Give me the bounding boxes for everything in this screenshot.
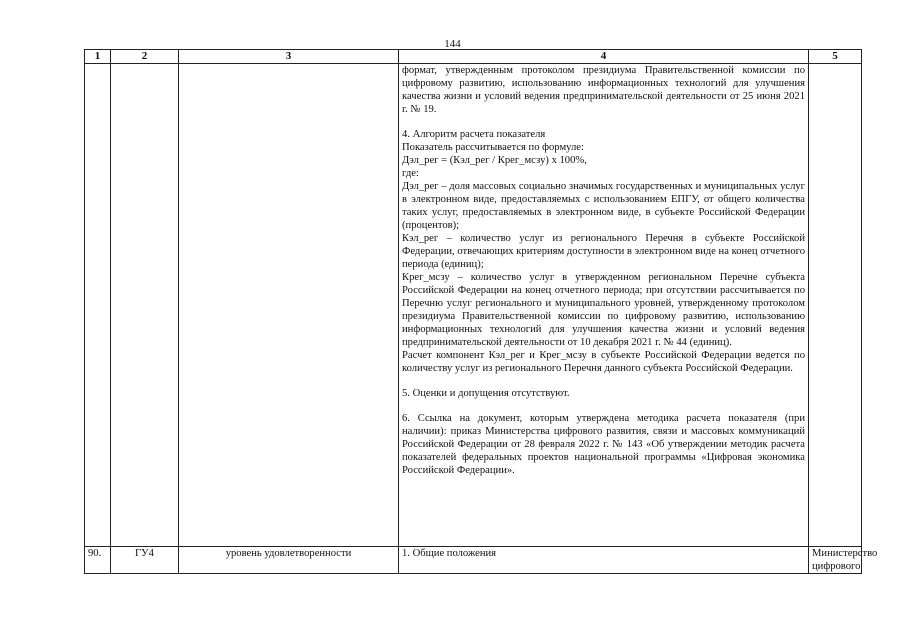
- cell-responsible-empty: [809, 64, 862, 547]
- heading-assumptions: 5. Оценки и допущения отсутствуют.: [402, 388, 570, 399]
- column-header-4: 4: [399, 50, 809, 64]
- cell-number: 90.: [85, 547, 111, 574]
- column-header-5: 5: [809, 50, 862, 64]
- cell-methodology: [399, 64, 809, 547]
- cell-code-empty: [111, 64, 179, 547]
- paragraph-formula-intro: Показатель рассчитывается по формуле:: [402, 142, 584, 153]
- paragraph-calculation: Расчет компонент Кэл_рег и Крег_мсзу в субъекте Российской Федерации ведется по количеству услуг из регионального Перечня данного субъекта Российской Федерации.: [402, 350, 805, 374]
- table-row-90: [85, 547, 862, 574]
- indicator-table: [84, 49, 878, 574]
- cell-responsible: Министерство цифрового: [809, 547, 862, 574]
- paragraph-formula: Дэл_рег = (Кэл_рег / Крег_мсзу) х 100%,: [402, 155, 587, 166]
- paragraph-where: где:: [402, 168, 419, 179]
- paragraph-document-reference: 6. Ссылка на документ, которым утверждена методика расчета показателя (при наличии): приказ Министерства цифрового развития, связи и массовых коммуникаций Российской Федерации от 28 февраля 2022 г. № 143 «Об утверждении методик расчета показателей федеральных проектов национальной программы «Цифровая экономика Российской Федерации».: [402, 413, 805, 476]
- table-row-continuation: [85, 64, 862, 547]
- column-header-2: 2: [111, 50, 179, 64]
- cell-number-empty: [85, 64, 111, 547]
- paragraph-format: формат, утвержденным протоколом президиума Правительственной комиссии по цифровому развитию, использованию информационных технологий для улучшения качества жизни и условий ведения предпринимательской деятельности от 25 июня 2021 г. № 19.: [402, 65, 805, 115]
- column-header-1: 1: [85, 50, 111, 64]
- page-number: 144: [444, 38, 461, 50]
- table-header-row: [85, 50, 862, 64]
- heading-algorithm: 4. Алгоритм расчета показателя: [402, 129, 546, 140]
- cell-code: ГУ4: [111, 547, 179, 574]
- column-header-3: 3: [179, 50, 399, 64]
- paragraph-def-del-reg: Дэл_рег – доля массовых социально значимых государственных и муниципальных услуг в электронном виде, предоставляемых с использованием ЕПГУ, от общего количества таких услуг, предоставляемых в электронном виде, в субъекте Российской Федерации (процентов);: [402, 181, 805, 231]
- cell-content: 1. Общие положения: [399, 547, 809, 574]
- paragraph-def-kreg-mszu: Крег_мсзу – количество услуг в утвержденном региональном Перечне субъекта Российской Федерации на конец отчетного периода; при отсутствии рассчитывается по Перечню услуг регионального и муниципального уровней, утвержденному протоколом президиума Правительственной комиссии по цифровому развитию, использованию информационных технологий для улучшения качества жизни и условий ведения предпринимательской деятельности от 10 декабря 2021 г. № 44 (единиц).: [402, 272, 805, 348]
- cell-indicator: уровень удовлетворенности: [179, 547, 399, 574]
- cell-indicator-empty: [179, 64, 399, 547]
- paragraph-def-kel-reg: Кэл_рег – количество услуг из регионального Перечня в субъекте Российской Федерации, отвечающих критериям доступности в электронном виде на конец отчетного периода (единиц);: [402, 233, 805, 270]
